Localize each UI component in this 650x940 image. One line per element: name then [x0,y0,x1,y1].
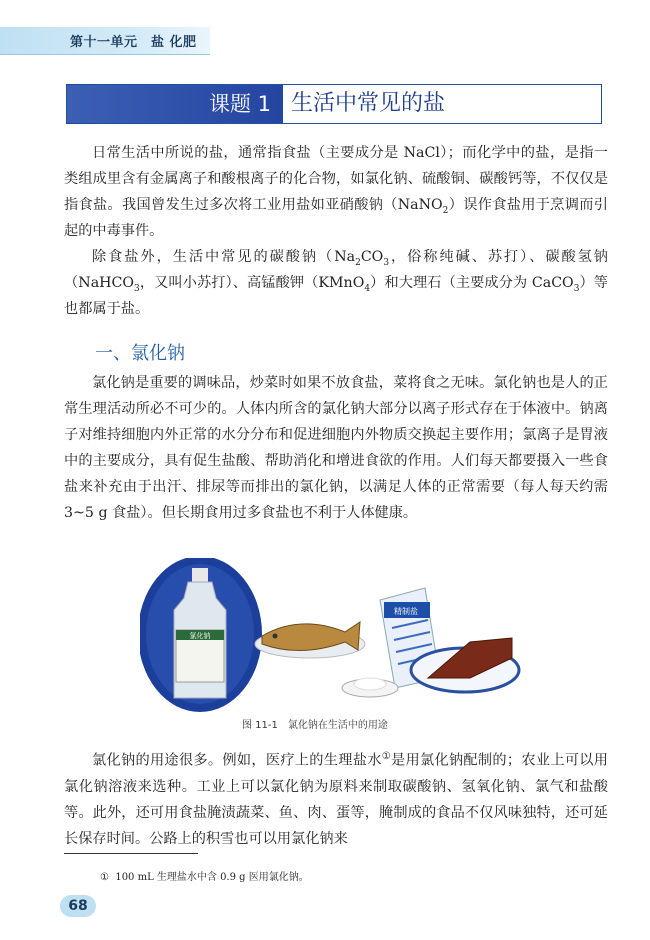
footnote-text: 100 mL 生理盐水中含 0.9 g 医用氯化钠。 [115,872,309,883]
salt-bag-label: 精制盐 [394,607,418,616]
nacl-paragraph-1: 氯化钠是重要的调味品，炒菜时如果不放食盐，菜将食之无味。氯化钠也是人的正常生理活动所必不可少的。人体内所含的氯化钠大部分以离子形式存在于体液中。钠离子对维持细胞内外正常的水分分布和促进细胞内外物质交换起主要作用；氯离子是胃液中的主要成分，具有促生盐酸、帮助消化和增进食欲的作用。人们每天都要摄入一些食盐来补充由于出汗、排尿等而排出的氯化钠，以满足人体的正常需要（每人每天约需 3~5 g 食盐）。但长期食用过多食盐也不利于人体健康。 [64,375,608,521]
intro-paragraph-2: 除食盐外，生活中常见的碳酸钠（$Na_2CO_3$，俗称纯碱、苏打）、碳酸氢钠（NaHCO$_3$，又叫小苏打）、高锰酸钾（KMnO$_4$）和大理石（主要成分为 CaCO$_3$）等也都属于盐。 [64,249,608,317]
section-heading: 一、氯化钠 [95,343,185,364]
lesson-title-box [66,84,602,124]
nacl-paragraph-2: 氯化钠的用途很多。例如，医疗上的生理盐水①是用氯化钠配制的；农业上可以用氯化钠溶液来选种。工业上可以氯化钠为原料来制取碳酸钠、氢氧化钠、氯气和盐酸等。此外，还可用食盐腌渍蔬菜、鱼、肉、蛋等，腌制成的食品不仅风味独特，还可延长保存时间。公路上的积雪也可以用氯化钠来 [64,751,608,847]
page-number: 68 [60,895,96,917]
footnote-mark: ① [100,872,109,883]
intro-paragraph-1: 日常生活中所说的盐，通常指食盐（主要成分是 NaCl）；而化学中的盐，是指一类组成里含有金属离子和酸根离子的化合物，如氯化钠、硫酸铜、碳酸钙等，不仅仅是指食盐。我国曾发生过多次将工业用盐如亚硝酸钠（NaNO$_2$）误作食盐用于烹调而引起的中毒事件。 [64,145,608,239]
lesson-number: 课题 1 [67,85,283,123]
bottle-cap [192,568,208,582]
bottle-label-text: 氯化钠 [189,632,211,640]
nacl-uses-photo [140,558,530,716]
fish-plate [255,622,365,658]
lesson-title: 生活中常见的盐 [291,91,446,116]
footnote-reference[interactable]: ① [381,751,391,762]
unit-header: 第十一单元 盐 化肥 [70,35,197,50]
figure-caption: 图 11-1 氯化钠在生活中的用途 [242,720,388,731]
salt-dish [342,678,398,697]
footnote-divider [64,853,198,854]
header-divider [0,54,210,55]
footnote [100,868,309,883]
